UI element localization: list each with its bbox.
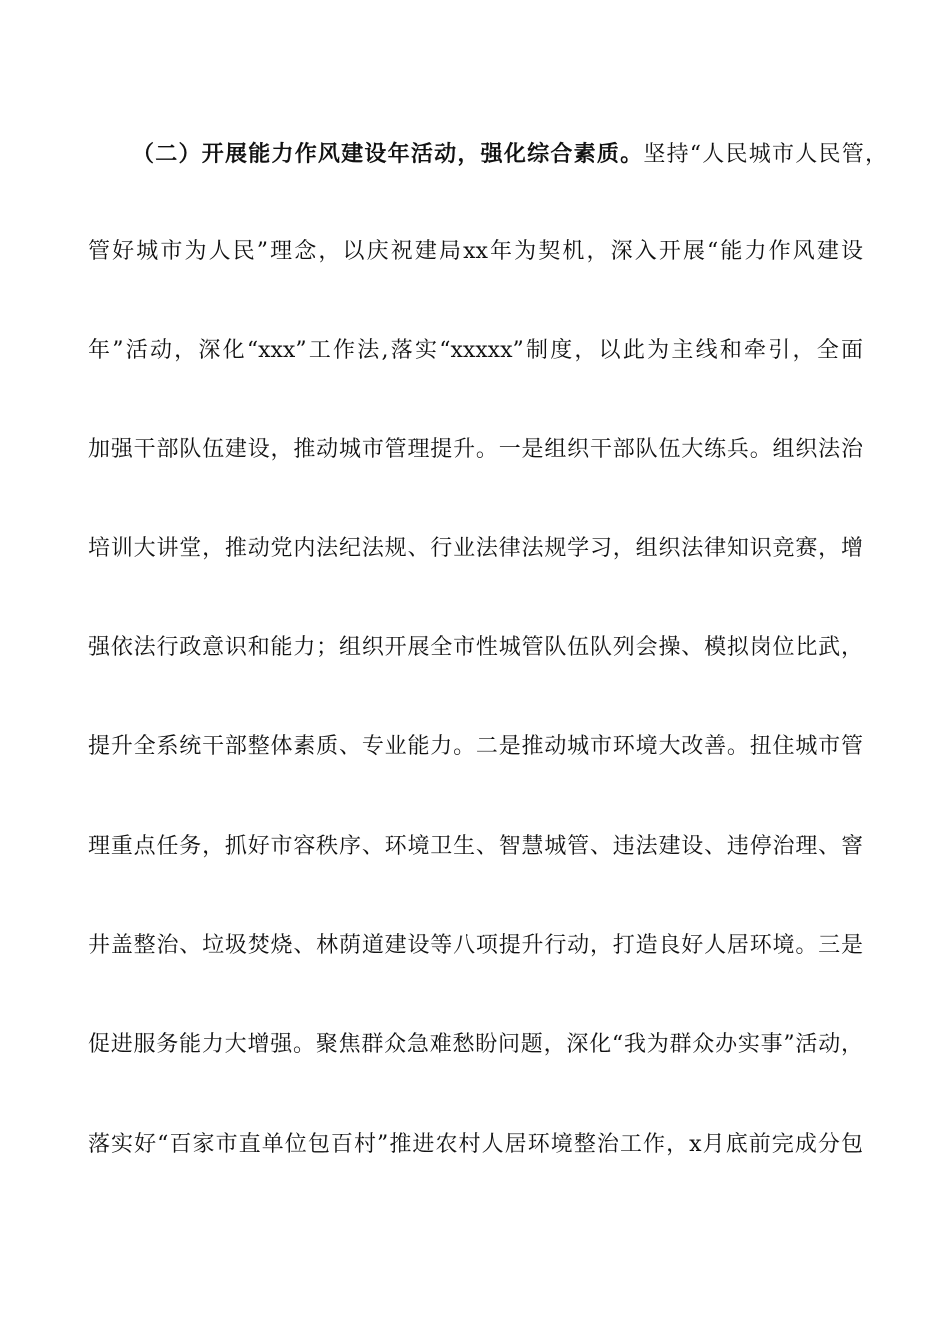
paragraph-line-5: 培训大讲堂，推动党内法纪法规、行业法律法规学习，组织法律知识竞赛，增 bbox=[88, 536, 863, 561]
paragraph-line-8: 理重点任务，抓好市容秩序、环境卫生、智慧城管、违法建设、违停治理、窨 bbox=[88, 834, 863, 859]
paragraph-line-10: 促进服务能力大增强。聚焦群众急难愁盼问题，深化“我为群众办实事”活动， bbox=[88, 1032, 863, 1057]
paragraph-line-9: 井盖整治、垃圾焚烧、林荫道建设等八项提升行动，打造良好人居环境。三是 bbox=[88, 933, 863, 958]
paragraph-line-2: 管好城市为人民”理念，以庆祝建局xx年为契机，深入开展“能力作风建设 bbox=[88, 239, 863, 264]
paragraph-line-4: 加强干部队伍建设，推动城市管理提升。一是组织干部队伍大练兵。组织法治 bbox=[88, 437, 863, 462]
paragraph-text-1: 坚持“人民城市人民管， bbox=[643, 142, 887, 167]
paragraph-line-6: 强依法行政意识和能力；组织开展全市性城管队伍队列会操、模拟岗位比武， bbox=[88, 635, 863, 660]
paragraph-line-7: 提升全系统干部整体素质、专业能力。二是推动城市环境大改善。扭住城市管 bbox=[88, 734, 863, 759]
paragraph-line-1 bbox=[132, 139, 887, 170]
section-heading: （二）开展能力作风建设年活动，强化综合素质。 bbox=[132, 141, 644, 167]
paragraph-line-11: 落实好“百家市直单位包百村”推进农村人居环境整治工作，x月底前完成分包 bbox=[88, 1132, 863, 1157]
paragraph-line-3: 年”活动，深化“xxx”工作法,落实“xxxxx”制度，以此为主线和牵引，全面 bbox=[88, 338, 863, 363]
